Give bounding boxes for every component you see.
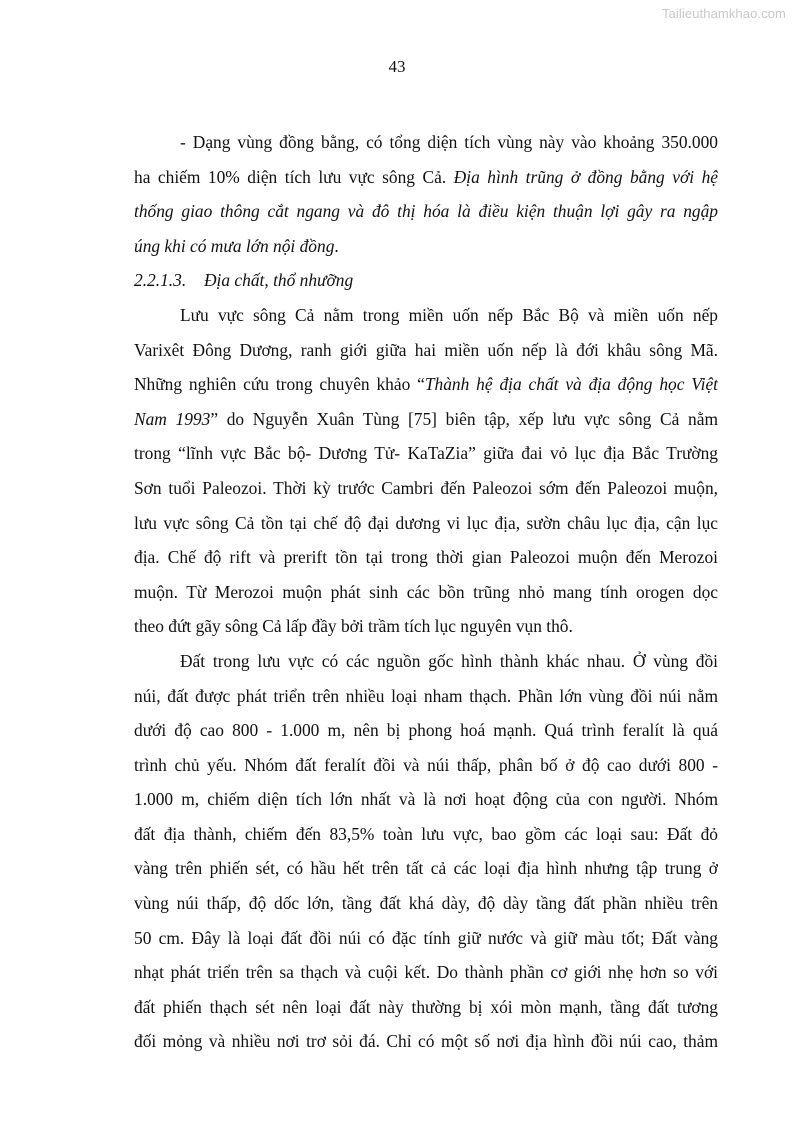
text-span: . [334, 235, 339, 256]
text-line: dưới độ cao 800 - 1.000 m, nên bị phong hoá mạnh. Quá trình feralít là quá [134, 720, 718, 741]
text-line: Varixêt Đông Dương, ranh giới giữa hai miền uốn nếp là đới khâu sông Mã. [134, 339, 718, 360]
page-number: 43 [388, 57, 406, 76]
text-line: lưu vực sông Cả tồn tại chế độ đại dương vi lục địa, sườn châu lục địa, cận lục [134, 512, 718, 533]
italic-span: Nam 1993 [134, 408, 211, 429]
section-number: 2.2.1.3. [134, 270, 187, 291]
text-line: đất địa thành, chiếm đến 83,5% toàn lưu vực, bao gồm các loại sau: Đất đỏ [134, 823, 718, 844]
text-line: 1.000 m, chiếm diện tích lớn nhất và là nơi hoạt động của con người. Nhóm [134, 789, 718, 810]
text-line: Sơn tuổi Paleozoi. Thời kỳ trước Cambri đến Paleozoi sớm đến Paleozoi muộn, [134, 477, 718, 498]
italic-span: úng khi có mưa lớn nội đồng [134, 235, 335, 256]
text-line: vùng núi thấp, độ dốc lớn, tầng đất khá dày, độ dày tầng đất phần nhiều trên [134, 893, 718, 914]
text-line [134, 402, 718, 437]
text-line: Đất trong lưu vực có các nguồn gốc hình thành khác nhau. Ở vùng đồi [180, 650, 718, 671]
text-line [134, 229, 718, 264]
text-line: 50 cm. Đây là loại đất đồi núi có đặc tính giữ nước và giữ màu tốt; Đất vàng [134, 927, 718, 948]
text-line: đất phiến thạch sét nên loại đất này thường bị xói mòn mạnh, tầng đất tương [134, 996, 718, 1017]
text-span: ha chiếm 10% diện tích lưu vực sông Cả. [134, 166, 447, 187]
italic-span: thống giao thông cắt ngang và đô thị hóa là điều kiện thuận lợi gây ra ngập [134, 201, 718, 222]
text-line: trình chủ yếu. Nhóm đất feralít đồi và núi thấp, phân bố ở độ cao dưới 800 - [134, 754, 718, 775]
text-line: muộn. Từ Merozoi muộn phát sinh các bồn trũng nhỏ mang tính orogen dọc [134, 581, 718, 602]
text-line: nhạt phát triển trên sa thạch và cuội kết. Do thành phần cơ giới nhẹ hơn so với [134, 962, 718, 983]
watermark: Tailieuthamkhao.com [661, 6, 786, 21]
text-line [134, 367, 718, 402]
text-line: vàng trên phiến sét, có hầu hết trên tất cả các loại địa hình nhưng tập trung ở [134, 858, 718, 879]
text-line: Lưu vực sông Cả nằm trong miền uốn nếp Bắc Bộ và miền uốn nếp [180, 304, 718, 325]
italic-span: Thành hệ địa chất và địa động học Việt [424, 374, 718, 395]
text-span: Những nghiên cứu trong chuyên khảo “ [134, 374, 425, 395]
text-line: núi, đất được phát triển trên nhiều loại nham thạch. Phần lớn vùng đồi núi nằm [134, 685, 718, 706]
text-span: ” do Nguyễn Xuân Tùng [75] biên tập, xếp lưu vực sông Cả nằm [210, 408, 718, 429]
document-body [134, 125, 718, 1059]
text-line [134, 194, 718, 229]
text-line: - Dạng vùng đồng bằng, có tổng diện tích vùng này vào khoảng 350.000 [180, 132, 718, 152]
section-heading [134, 263, 718, 298]
text-line: theo đứt gãy sông Cả lấp đầy bởi trầm tích lục nguyên vụn thô. [134, 616, 573, 637]
text-line: trong “lĩnh vực Bắc bộ- Dương Tử- KaTaZia” giữa đai vỏ lục địa Bắc Trường [134, 443, 718, 464]
text-line: đối mỏng và nhiều nơi trơ sỏi đá. Chỉ có một số nơi địa hình đồi núi cao, thảm [134, 1031, 718, 1052]
section-title: Địa chất, thổ nhưỡng [204, 270, 354, 291]
text-line: địa. Chế độ rift và prerift tồn tại trong thời gian Paleozoi muộn đến Merozoi [134, 547, 718, 568]
italic-span: Địa hình trũng ở đồng bằng với hệ [453, 166, 718, 187]
text-line [134, 160, 718, 195]
